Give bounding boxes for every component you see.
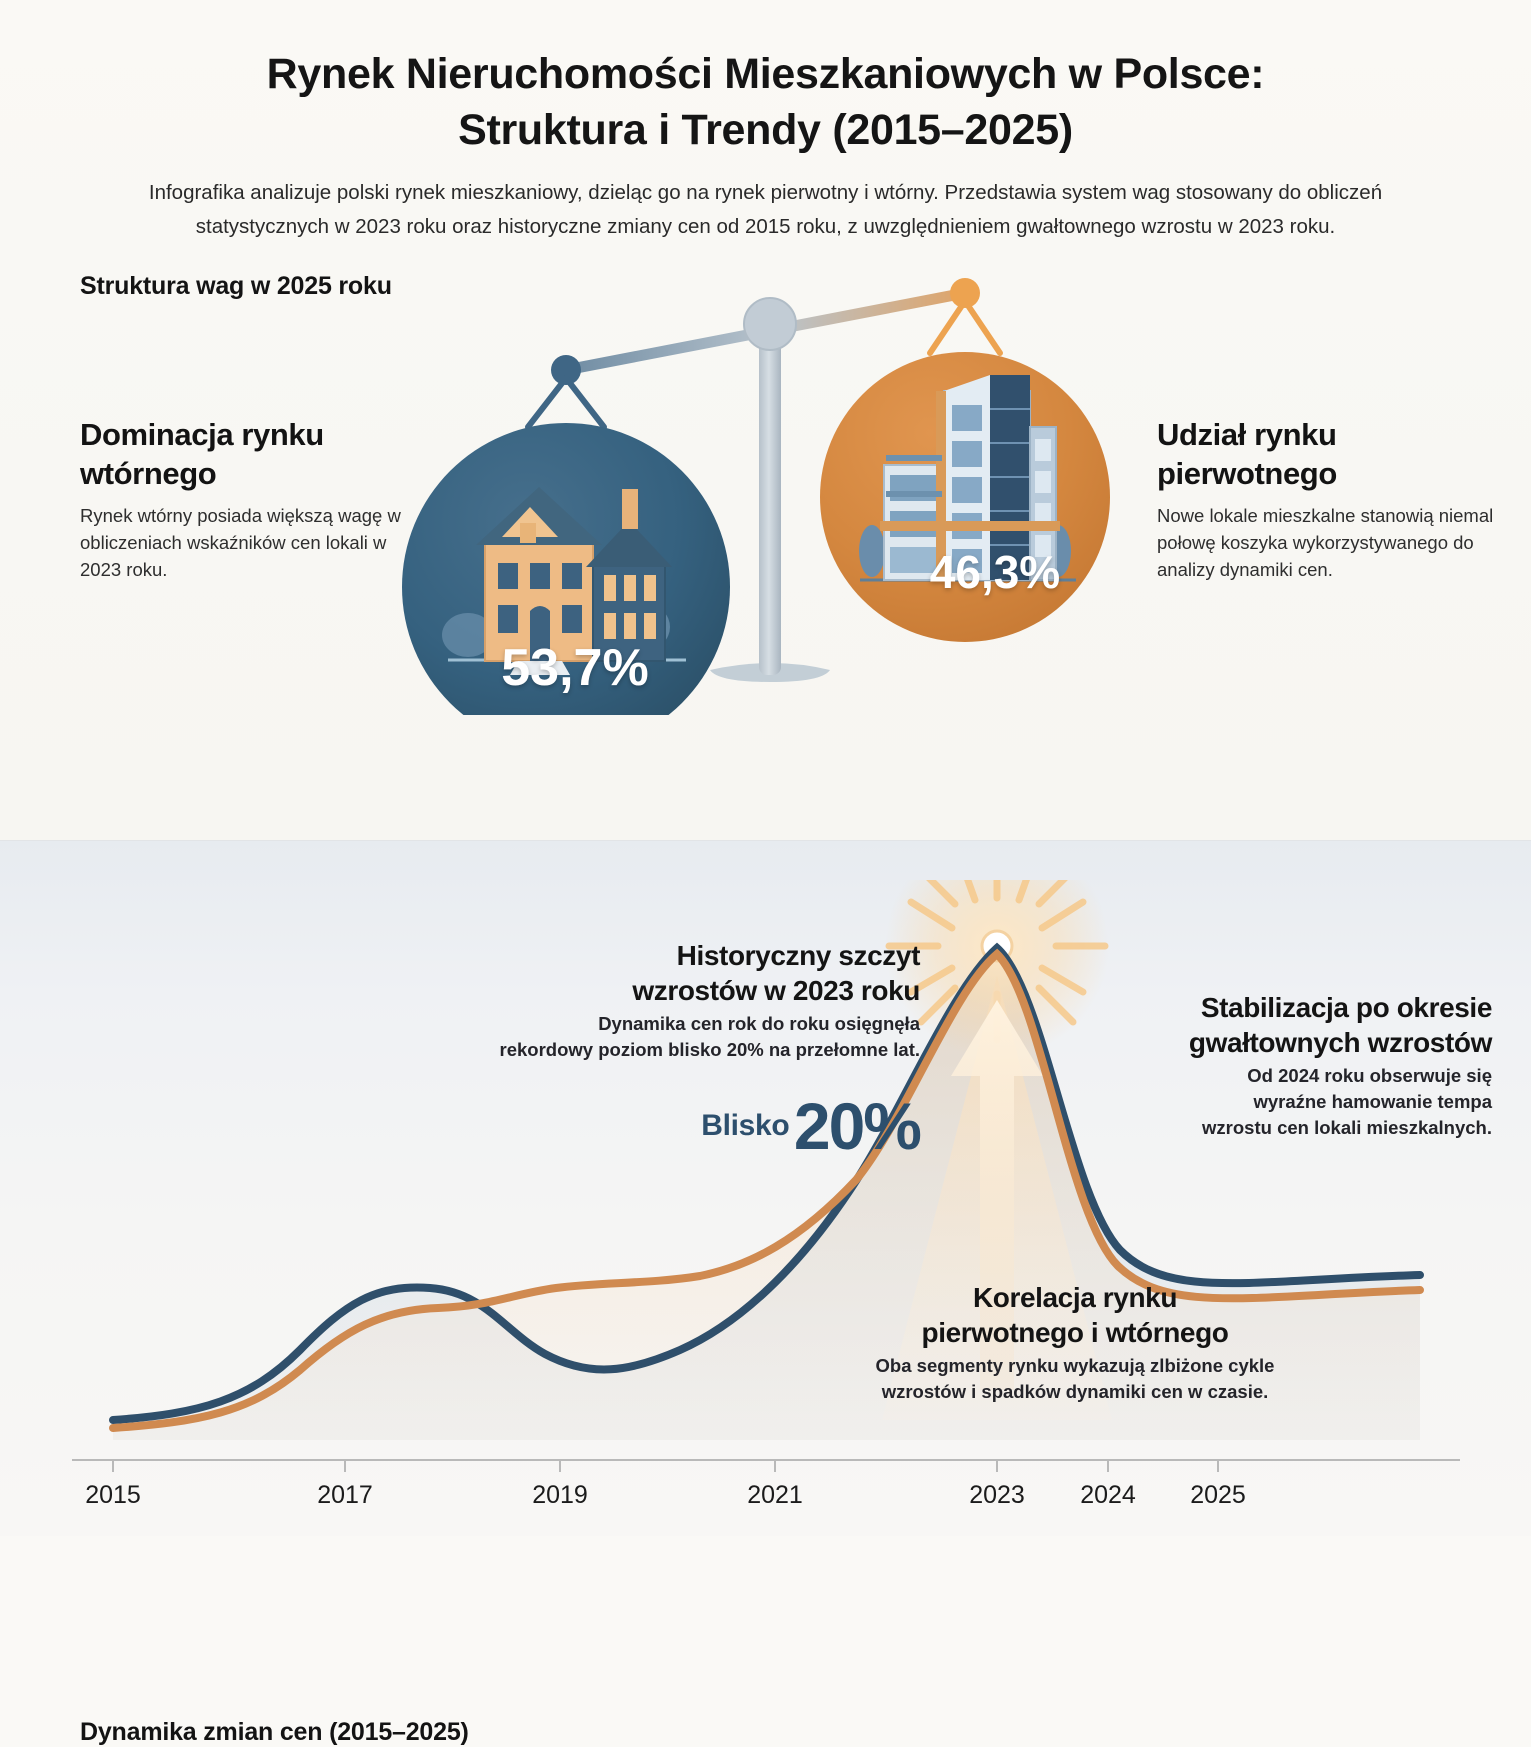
axis-tick-label-2019: 2019 [532, 1481, 588, 1509]
peak-annotation-body [420, 1011, 920, 1063]
peak-annotation-body-line-2: rekordowy poziom blisko 20% na przełomne lat. [499, 1039, 920, 1060]
primary-market-block [1157, 415, 1497, 583]
primary-market-percentage: 46,3% [929, 546, 1061, 598]
stabilization-annotation-title-line-1: Stabilizacja po okresie [1200, 992, 1492, 1023]
peak-annotation-title-line-1: Historyczny szczyt [676, 940, 920, 971]
stabilization-annotation [1122, 990, 1492, 1141]
stabilization-annotation-body [1122, 1063, 1492, 1141]
correlation-annotation-title-line-2: pierwotnego i wtórnego [921, 1317, 1229, 1348]
correlation-annotation-title [840, 1280, 1310, 1350]
peak-value-prefix: Blisko [701, 1109, 790, 1142]
correlation-annotation-title-line-1: Korelacja rynku [972, 1282, 1178, 1313]
scale-stand [710, 330, 830, 682]
scale-right-hanger [930, 278, 1000, 353]
axis-tick-label-2023: 2023 [969, 1481, 1025, 1509]
axis-tick-label-2015: 2015 [85, 1481, 141, 1509]
correlation-annotation-body-line-1: Oba segmenty rynku wykazują zlbiżone cykle [875, 1355, 1275, 1376]
axis-tick-label-2021: 2021 [747, 1481, 803, 1509]
correlation-annotation-body [840, 1353, 1310, 1405]
chart-x-axis [72, 1460, 1460, 1472]
page-subtitle-line-1: Infografika analizuje polski rynek mieszkaniowy, dzieląc go na rynek pierwotny i wtórny. Przedstawia system wag stosowany do obliczeń [148, 181, 1383, 204]
stabilization-annotation-body-line-3: wzrostu cen lokali mieszkalnych. [1202, 1117, 1492, 1138]
peak-value-callout [560, 1088, 920, 1164]
weights-section [0, 0, 1531, 840]
correlation-annotation [840, 1280, 1310, 1405]
secondary-market-percentage: 53,7% [501, 639, 649, 697]
peak-annotation [420, 938, 920, 1063]
page-title-line-1: Rynek Nieruchomości Mieszkaniowych w Polsce: [266, 50, 1265, 98]
stabilization-annotation-body-line-1: Od 2024 roku obserwuje się [1247, 1065, 1492, 1086]
stabilization-annotation-body-line-2: wyraźne hamowanie tempa [1253, 1091, 1492, 1112]
primary-market-title: Udział rynku pierwotnego [1157, 417, 1337, 491]
correlation-annotation-body-line-2: wzrostów i spadków dynamiki cen w czasie. [881, 1381, 1269, 1402]
peak-annotation-body-line-1: Dynamika cen rok do roku osięgnęła [598, 1013, 920, 1034]
primary-market-body: Nowe lokale mieszkalne stanowią niemal połowę koszyka wykorzystywanego do analizy dynamiki cen. [1157, 505, 1494, 580]
peak-value-number: 20% [793, 1089, 920, 1163]
peak-annotation-title-line-2: wzrostów w 2023 roku [632, 975, 920, 1006]
axis-tick-label-2025: 2025 [1190, 1481, 1246, 1509]
secondary-market-title: Dominacja rynku wtórnego [80, 417, 324, 491]
peak-annotation-title [420, 938, 920, 1008]
axis-tick-label-2017: 2017 [317, 1481, 373, 1509]
page-subtitle-line-2: statystycznych w 2023 roku oraz historyczne zmiany cen od 2015 roku, z uwzględnieniem gwałtownego wzrostu w 2023 roku. [195, 215, 1336, 238]
page-subtitle [70, 176, 1461, 244]
axis-tick-label-2024: 2024 [1080, 1481, 1136, 1509]
page-title [0, 46, 1531, 158]
weights-section-heading: Struktura wag w 2025 roku [80, 272, 392, 300]
stabilization-annotation-title-line-2: gwałtownych wzrostów [1188, 1027, 1492, 1058]
secondary-market-body: Rynek wtórny posiada większą wagę w obliczeniach wskaźników cen lokali w 2023 roku. [80, 505, 401, 580]
secondary-market-block [80, 415, 410, 583]
page-title-line-2: Struktura i Trendy (2015–2025) [458, 106, 1073, 154]
chart-section-heading: Dynamika zmian cen (2015–2025) [80, 1718, 469, 1746]
stabilization-annotation-title [1122, 990, 1492, 1060]
